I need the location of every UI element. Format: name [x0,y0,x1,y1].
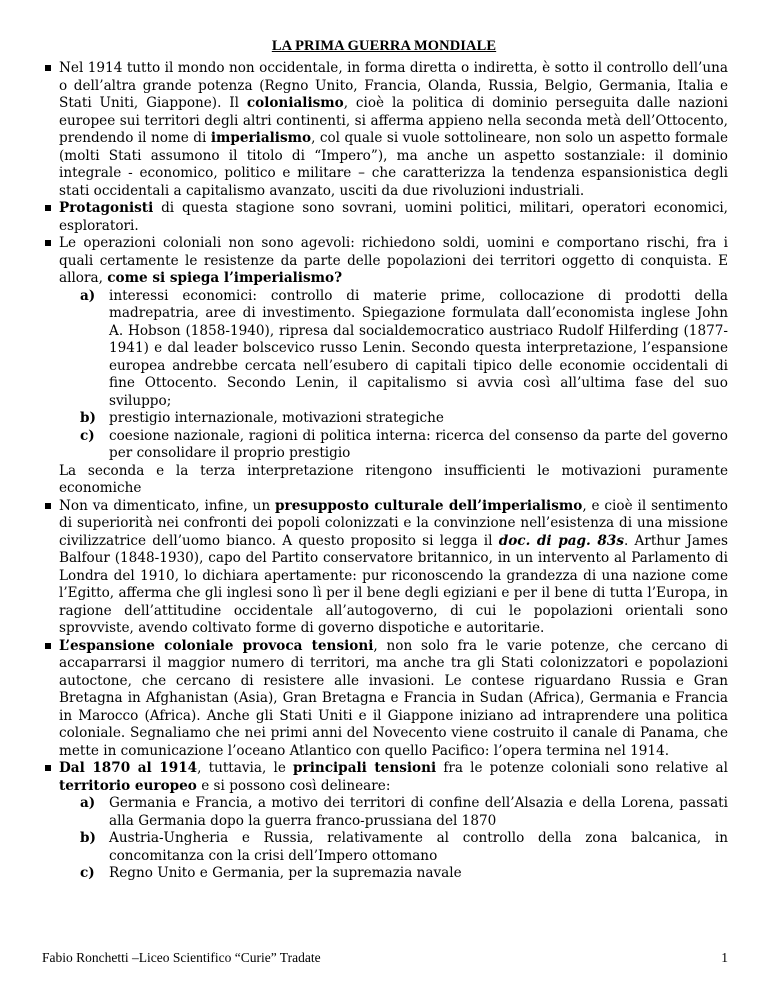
list-label: a) [80,795,96,811]
list-item [42,830,728,865]
keyword-tensioni: principali tensioni [293,760,437,776]
list-item [42,795,728,830]
paragraph-protagonisti [42,200,728,235]
keyword-espansione: L’espansione coloniale provoca tensioni [59,637,374,654]
list-label: b) [80,830,96,846]
text: e si possono così delineare: [196,777,391,794]
list-item [42,428,728,463]
page-title: LA PRIMA GUERRA MONDIALE [271,38,497,54]
list-text: interessi economici: controllo di materie prime, collocazione di prodotti della madrepatria, aree di investimento. Spiegazione formulata dall’economista inglese John A. Hobson (1858-1940), ripresa dal socialdemocratico austriaco Rudolf Hilferding (1877-1941) e dal leader bolscevico russo Lenin. Secondo questa interpretazione, l’espansione europea andrebbe cercata nell’esubero di capitali tipico delle economie occidentali di fine Ottocento. Secondo Lenin, il capitalismo si avvia così all’ultima fase del suo sviluppo; [109,287,728,409]
keyword-question: come si spiega l’imperialismo? [107,270,343,286]
paragraph-conclusion: La seconda e la terza interpretazione ritengono insufficienti le motivazioni puramente economiche [59,462,728,496]
paragraph-colonialismo [42,60,728,200]
keyword-imperialismo: imperialismo [210,130,312,146]
paragraph-tensioni [42,638,728,761]
list-label: b) [80,410,96,426]
list-text: Regno Unito e Germania, per la supremazia navale [109,865,462,881]
paragraph-presupposto [42,498,728,638]
paragraph-1870-1914 [42,760,728,795]
list-item [42,410,728,428]
text: Le operazioni coloniali non sono agevoli: richiedono soldi, uomini e comportano rischi, fra i quali certamente le resistenze da parte delle popolazioni dei territori oggetto di conquista. E allora, [59,235,728,286]
paragraph-spiegazione [42,235,728,288]
document-reference: doc. di pag. 83s [498,532,624,549]
text: Non va dimenticato, infine, un [59,497,276,514]
bullet-square-icon [45,240,51,246]
document-body [42,60,728,883]
page-footer [42,950,728,966]
text: , non solo fra le varie potenze, che cercano di accaparrarsi il maggior numero di territori, ma anche tra gli Stati colonizzatori e popolazioni autoctone, che cercano di resistere alle invasioni. Le contese riguardano Russia e Gran Bretagna in Afghanistan (Asia), Gran Bretagna e Francia in Sudan (Africa), Germania e Francia in Marocco (Africa). Anche gli Stati Uniti e il Giappone iniziano ad intraprendere una politica coloniale. Segnaliamo che nei primi anni del Novecento viene costruito il canale di Panama, che mette in comunicazione l’oceano Atlantico con quello Pacifico: l’opera termina nel 1914. [59,637,728,759]
text: , col quale si vuole sottolineare, non solo un aspetto formale (molti Stati assumono il titolo di “Impero”), ma anche un aspetto sostanziale: il dominio integrale - economico, politico e militare – che caratterizza la tendenza espansionistica degli stati occidentali a capitalismo avanzato, usciti da due rivoluzioni industriali. [59,130,728,199]
keyword-presupposto: presupposto culturale dell’imperialismo [275,497,583,514]
bullet-square-icon [45,503,51,509]
list-text: prestigio internazionale, motivazioni strategiche [109,410,444,426]
list-item [42,288,728,411]
text: di questa stagione sono sovrani, uomini politici, militari, operatori economici, esploratori. [59,200,728,234]
list-label: a) [80,287,96,304]
list-label: c) [80,865,95,881]
keyword-colonialismo: colonialismo [246,95,344,111]
list-text: Germania e Francia, a motivo dei territori di confine dell’Alsazia e della Lorena, passati alla Germania dopo la guerra franco-prussiana del 1870 [109,795,728,829]
list-label: c) [80,427,95,444]
bullet-square-icon [45,65,51,71]
text: Nel 1914 tutto il mondo non occidentale, in forma diretta o indiretta, è sotto il controllo dell’una o dell’altra grande potenza (Regno Unito, Francia, Olanda, Russia, Belgio, Germania, Italia e Stati Uniti, Giappone). Il [59,60,728,111]
text: , tuttavia, le [197,760,294,776]
keyword-territorio: territorio europeo [59,777,197,794]
text: fra le potenze coloniali sono relative al [436,760,728,776]
text: , cioè la politica di dominio perseguita dalle nazioni europee sui territori degli altri continenti, si afferma appieno nella seconda metà dell’Ottocento, prendendo il nome di [59,95,728,146]
text: , e cioè il sentimento di superiorità nei confronti dei popoli colonizzati e la convinzione nell’esistenza di una missione civilizzatrice dell’uomo bianco. A questo proposito si legga il [59,497,728,549]
footer-author: Fabio Ronchetti –Liceo Scientifico “Curie” Tradate [42,950,321,965]
bullet-square-icon [45,765,51,771]
list-text: coesione nazionale, ragioni di politica interna: ricerca del consenso da parte del governo per consolidare il proprio prestigio [109,427,728,461]
keyword-protagonisti: Protagonisti [59,200,154,216]
keyword-dates: Dal 1870 al 1914 [59,760,198,776]
list-text: Austria-Ungheria e Russia, relativamente al controllo della zona balcanica, in concomitanza con la crisi dell’Impero ottomano [109,830,728,864]
list-item [42,865,728,883]
text: . Arthur James Balfour (1848-1930), capo del Partito conservatore britannico, in un intervento al Parlamento di Londra del 1910, lo dichiara apertamente: pur riconoscendo la grandezza di una nazione come l’Egitto, afferma che gli inglesi sono lì per il bene degli egiziani e per il bene di tutta l’Europa, in ragione dell’attitudine occidentale all’autogoverno, di cui le popolazioni orientali sono sprovviste, avendo coltivato forme di governo dispotiche e autoritarie. [59,532,728,636]
page-number: 1 [721,950,728,965]
bullet-square-icon [45,205,51,211]
bullet-square-icon [45,643,51,649]
